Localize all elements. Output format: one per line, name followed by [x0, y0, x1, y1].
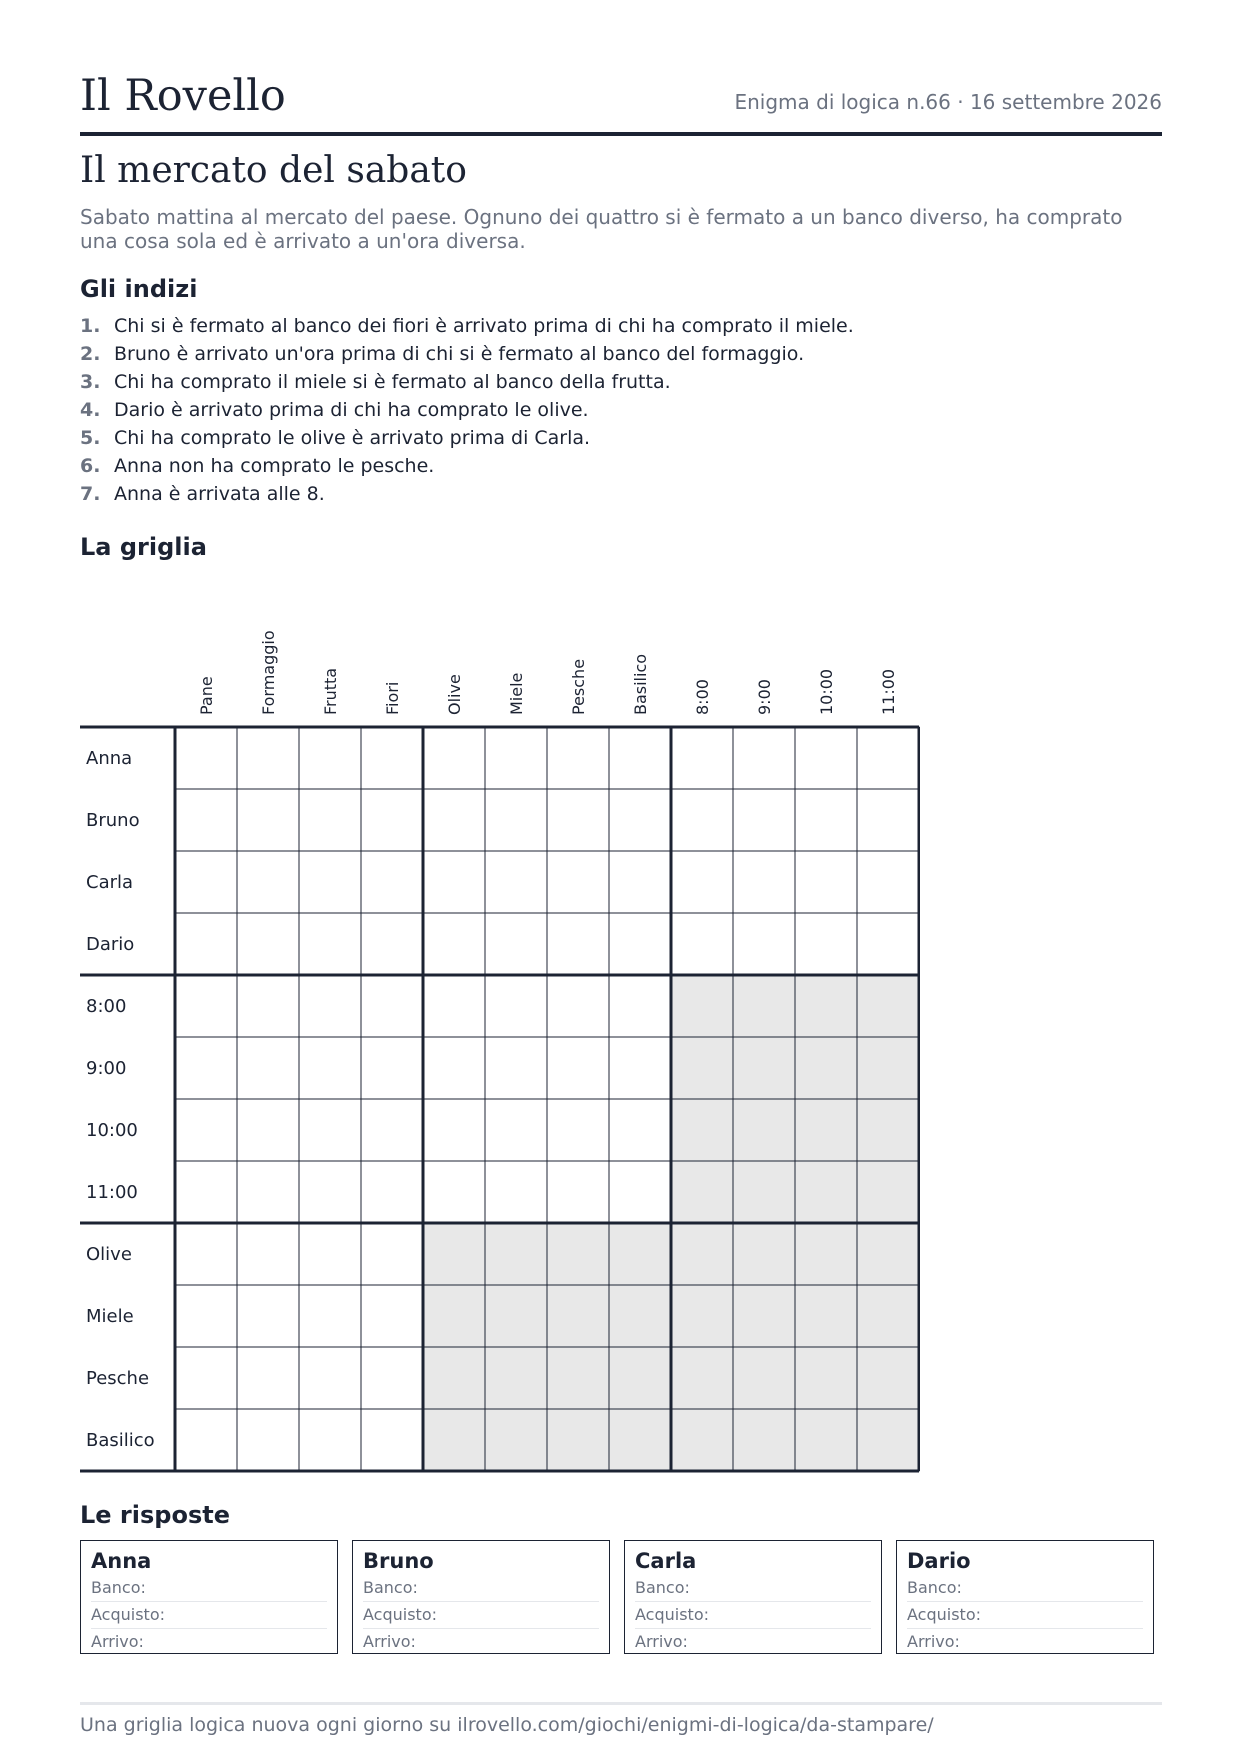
grid-cell-blocked — [671, 1409, 733, 1471]
clue-number: 4. — [80, 399, 101, 421]
grid-cell[interactable] — [175, 1037, 237, 1099]
grid-cell[interactable] — [237, 1285, 299, 1347]
grid-cell[interactable] — [485, 1161, 547, 1223]
grid-cell-blocked — [733, 1161, 795, 1223]
grid-cell[interactable] — [547, 789, 609, 851]
clue-item — [80, 396, 854, 424]
grid-cell[interactable] — [423, 913, 485, 975]
answer-field-arrivo[interactable]: Arrivo: — [91, 1632, 144, 1651]
grid-cell-blocked — [671, 975, 733, 1037]
grid-cell-blocked — [547, 1285, 609, 1347]
grid-cell[interactable] — [299, 1161, 361, 1223]
grid-column-label: 9:00 — [755, 679, 774, 715]
clue-text: Anna non ha comprato le pesche. — [114, 455, 435, 477]
footer-note: Una griglia logica nuova ogni giorno su ilrovello.com/giochi/enigmi-di-logica/da-stampare/ — [80, 1702, 1162, 1737]
clue-item — [80, 452, 854, 480]
grid-column-label: Formaggio — [259, 630, 278, 715]
grid-cell[interactable] — [237, 975, 299, 1037]
grid-row-label: 10:00 — [86, 1120, 138, 1141]
grid-cell-blocked — [671, 1285, 733, 1347]
grid-cell-blocked — [857, 1347, 919, 1409]
grid-cell[interactable] — [299, 1409, 361, 1471]
clues-list — [80, 312, 854, 508]
grid-cell[interactable] — [795, 789, 857, 851]
grid-cell[interactable] — [795, 913, 857, 975]
grid-column-label: Miele — [507, 672, 526, 715]
answer-card-name: Carla — [635, 1549, 697, 1573]
clue-text: Chi ha comprato le olive è arrivato prima di Carla. — [114, 427, 591, 449]
grid-cell-blocked — [547, 1347, 609, 1409]
grid-cell[interactable] — [299, 1099, 361, 1161]
grid-row-label: Olive — [86, 1244, 132, 1265]
grid-cell[interactable] — [609, 727, 671, 789]
grid-cell[interactable] — [547, 1037, 609, 1099]
grid-cell-blocked — [671, 1347, 733, 1409]
grid-row-label: Bruno — [86, 810, 140, 831]
grid-heading: La griglia — [80, 533, 207, 561]
answer-card-carla — [624, 1540, 882, 1654]
grid-cell[interactable] — [857, 851, 919, 913]
grid-cell-blocked — [857, 1099, 919, 1161]
clue-item — [80, 368, 854, 396]
grid-cell-blocked — [857, 975, 919, 1037]
grid-cell[interactable] — [237, 1347, 299, 1409]
answer-field-banco[interactable]: Banco: — [363, 1575, 599, 1602]
grid-cell[interactable] — [423, 975, 485, 1037]
clue-item — [80, 312, 854, 340]
answer-card-name: Dario — [907, 1549, 971, 1573]
grid-cell[interactable] — [361, 1285, 423, 1347]
grid-cell[interactable] — [485, 727, 547, 789]
grid-column-label: Pane — [197, 676, 216, 715]
grid-column-label: Basilico — [631, 653, 650, 715]
grid-cell[interactable] — [485, 975, 547, 1037]
grid-cell[interactable] — [423, 1037, 485, 1099]
clue-text: Bruno è arrivato un'ora prima di chi si è fermato al banco del formaggio. — [114, 343, 805, 365]
grid-cell[interactable] — [547, 913, 609, 975]
grid-row-label: 11:00 — [86, 1182, 138, 1203]
grid-cell[interactable] — [237, 789, 299, 851]
answer-field-banco[interactable]: Banco: — [91, 1575, 327, 1602]
grid-cell[interactable] — [175, 1161, 237, 1223]
grid-cell-blocked — [671, 1223, 733, 1285]
clue-number: 1. — [80, 315, 101, 337]
answer-card-name: Anna — [91, 1549, 152, 1573]
grid-cell-blocked — [733, 1099, 795, 1161]
grid-cell[interactable] — [237, 1223, 299, 1285]
grid-cell[interactable] — [733, 727, 795, 789]
answer-field-arrivo[interactable]: Arrivo: — [907, 1632, 960, 1651]
answer-field-acquisto[interactable]: Acquisto: — [363, 1602, 599, 1629]
answer-field-acquisto[interactable]: Acquisto: — [635, 1602, 871, 1629]
grid-cell[interactable] — [237, 1037, 299, 1099]
grid-cell[interactable] — [423, 1099, 485, 1161]
clue-item — [80, 480, 854, 508]
grid-cell[interactable] — [237, 851, 299, 913]
grid-cell-blocked — [857, 1409, 919, 1471]
puzzle-title: Il mercato del sabato — [80, 150, 467, 191]
grid-cell[interactable] — [299, 1347, 361, 1409]
grid-cell[interactable] — [175, 1347, 237, 1409]
answer-card-name: Bruno — [363, 1549, 434, 1573]
grid-cell-blocked — [671, 1037, 733, 1099]
grid-cell-blocked — [609, 1347, 671, 1409]
grid-cell[interactable] — [671, 789, 733, 851]
grid-cell[interactable] — [795, 727, 857, 789]
grid-cell[interactable] — [361, 1099, 423, 1161]
grid-cell[interactable] — [361, 851, 423, 913]
grid-row-label: Miele — [86, 1306, 134, 1327]
grid-cell[interactable] — [609, 975, 671, 1037]
grid-cell[interactable] — [361, 789, 423, 851]
answer-field-banco[interactable]: Banco: — [635, 1575, 871, 1602]
grid-row-label: Basilico — [86, 1430, 155, 1451]
grid-cell[interactable] — [237, 727, 299, 789]
grid-cell[interactable] — [175, 851, 237, 913]
grid-cell[interactable] — [361, 1409, 423, 1471]
grid-cell[interactable] — [609, 913, 671, 975]
grid-cell[interactable] — [237, 1161, 299, 1223]
grid-row-label: Carla — [86, 872, 134, 893]
grid-cell[interactable] — [609, 1099, 671, 1161]
grid-cell-blocked — [733, 1285, 795, 1347]
clue-number: 3. — [80, 371, 101, 393]
grid-cell[interactable] — [857, 789, 919, 851]
grid-cell-blocked — [733, 1037, 795, 1099]
clue-number: 7. — [80, 483, 101, 505]
clue-number: 6. — [80, 455, 101, 477]
clue-item — [80, 424, 854, 452]
grid-cell[interactable] — [423, 789, 485, 851]
grid-cell[interactable] — [609, 789, 671, 851]
grid-cell[interactable] — [733, 913, 795, 975]
grid-cell[interactable] — [485, 789, 547, 851]
grid-cell-blocked — [485, 1409, 547, 1471]
grid-column-label: Frutta — [321, 667, 340, 715]
grid-cell[interactable] — [485, 913, 547, 975]
grid-cell[interactable] — [299, 727, 361, 789]
grid-cell[interactable] — [175, 1285, 237, 1347]
grid-cell[interactable] — [175, 913, 237, 975]
grid-row-label: 9:00 — [86, 1058, 127, 1079]
grid-cell-blocked — [857, 1223, 919, 1285]
grid-cell-blocked — [795, 1409, 857, 1471]
grid-cell[interactable] — [361, 975, 423, 1037]
clue-text: Dario è arrivato prima di chi ha comprato le olive. — [114, 399, 589, 421]
clue-text: Chi si è fermato al banco dei fiori è arrivato prima di chi ha comprato il miele. — [114, 315, 854, 337]
grid-cell[interactable] — [299, 1223, 361, 1285]
grid-cell-blocked — [671, 1099, 733, 1161]
grid-cell[interactable] — [299, 913, 361, 975]
grid-cell[interactable] — [175, 727, 237, 789]
grid-cell-blocked — [857, 1161, 919, 1223]
grid-cell-blocked — [733, 1409, 795, 1471]
grid-cell-blocked — [609, 1223, 671, 1285]
answer-field-acquisto[interactable]: Acquisto: — [91, 1602, 327, 1629]
grid-cell[interactable] — [237, 1099, 299, 1161]
answers-heading: Le risposte — [80, 1501, 230, 1529]
grid-column-label: 10:00 — [817, 668, 836, 715]
grid-cell-blocked — [795, 1037, 857, 1099]
grid-cell[interactable] — [361, 1347, 423, 1409]
grid-cell-blocked — [795, 1099, 857, 1161]
clues-heading: Gli indizi — [80, 275, 198, 303]
grid-cell-blocked — [795, 1161, 857, 1223]
grid-cell[interactable] — [857, 913, 919, 975]
grid-cell-blocked — [857, 1037, 919, 1099]
clue-item — [80, 340, 854, 368]
grid-cell[interactable] — [795, 851, 857, 913]
answer-field-arrivo[interactable]: Arrivo: — [635, 1632, 688, 1651]
grid-cell-blocked — [547, 1409, 609, 1471]
grid-cell-blocked — [795, 1285, 857, 1347]
grid-cell-blocked — [423, 1409, 485, 1471]
grid-cell[interactable] — [299, 1037, 361, 1099]
grid-cell-blocked — [485, 1285, 547, 1347]
grid-row-label: Anna — [86, 748, 133, 769]
clue-text: Chi ha comprato il miele si è fermato al banco della frutta. — [114, 371, 671, 393]
grid-cell[interactable] — [361, 1223, 423, 1285]
grid-cell-blocked — [795, 1347, 857, 1409]
grid-cell[interactable] — [671, 727, 733, 789]
grid-cell[interactable] — [175, 1223, 237, 1285]
issue-line: Enigma di logica n.66 · 16 settembre 2026 — [734, 90, 1162, 114]
answer-field-banco[interactable]: Banco: — [907, 1575, 1143, 1602]
brand-title: Il Rovello — [80, 71, 286, 121]
grid-cell[interactable] — [423, 727, 485, 789]
grid-cell[interactable] — [671, 851, 733, 913]
puzzle-intro: Sabato mattina al mercato del paese. Ognuno dei quattro si è fermato a un banco diverso, ha comprato una cosa sola ed è arrivato a un'ora diversa. — [80, 205, 1123, 253]
grid-cell[interactable] — [609, 1161, 671, 1223]
grid-cell[interactable] — [175, 789, 237, 851]
grid-cell-blocked — [733, 1347, 795, 1409]
grid-cell[interactable] — [733, 851, 795, 913]
grid-cell[interactable] — [361, 1161, 423, 1223]
grid-cell[interactable] — [547, 975, 609, 1037]
grid-column-label: 11:00 — [879, 668, 898, 715]
grid-cell[interactable] — [299, 789, 361, 851]
grid-cell[interactable] — [423, 1161, 485, 1223]
grid-column-label: Fiori — [383, 681, 402, 715]
grid-cell[interactable] — [361, 727, 423, 789]
grid-cell[interactable] — [547, 1099, 609, 1161]
grid-column-label: Olive — [445, 674, 464, 715]
grid-cell-blocked — [609, 1285, 671, 1347]
grid-row-label: Dario — [86, 934, 135, 955]
grid-cell[interactable] — [609, 851, 671, 913]
grid-cell[interactable] — [175, 1409, 237, 1471]
grid-cell[interactable] — [237, 1409, 299, 1471]
grid-cell-blocked — [671, 1161, 733, 1223]
grid-cell-blocked — [547, 1223, 609, 1285]
grid-column-label: Pesche — [569, 658, 588, 715]
answer-card-dario — [896, 1540, 1154, 1654]
grid-cell[interactable] — [423, 851, 485, 913]
grid-cell-blocked — [423, 1347, 485, 1409]
clue-number: 5. — [80, 427, 101, 449]
grid-column-label: 8:00 — [693, 679, 712, 715]
answer-field-arrivo[interactable]: Arrivo: — [363, 1632, 416, 1651]
logic-grid — [80, 560, 920, 1480]
grid-cell-blocked — [733, 975, 795, 1037]
grid-cell[interactable] — [361, 1037, 423, 1099]
logic-grid-canvas — [80, 560, 920, 1480]
answer-field-acquisto[interactable]: Acquisto: — [907, 1602, 1143, 1629]
grid-cell-blocked — [485, 1347, 547, 1409]
answer-cards — [80, 1540, 1162, 1656]
grid-cell[interactable] — [485, 1099, 547, 1161]
answer-card-bruno — [352, 1540, 610, 1654]
grid-cell[interactable] — [547, 851, 609, 913]
clue-text: Anna è arrivata alle 8. — [114, 483, 325, 505]
grid-cell-blocked — [609, 1409, 671, 1471]
grid-cell[interactable] — [733, 789, 795, 851]
grid-cell[interactable] — [547, 727, 609, 789]
grid-cell-blocked — [857, 1285, 919, 1347]
grid-row-label: Pesche — [86, 1368, 150, 1389]
grid-row-label: 8:00 — [86, 996, 127, 1017]
grid-cell[interactable] — [547, 1161, 609, 1223]
masthead — [80, 70, 1162, 136]
grid-cell[interactable] — [671, 913, 733, 975]
grid-cell[interactable] — [175, 975, 237, 1037]
grid-cell[interactable] — [609, 1037, 671, 1099]
grid-cell[interactable] — [485, 1037, 547, 1099]
grid-cell[interactable] — [299, 975, 361, 1037]
grid-cell[interactable] — [857, 727, 919, 789]
grid-cell-blocked — [733, 1223, 795, 1285]
grid-cell[interactable] — [237, 913, 299, 975]
answer-card-anna — [80, 1540, 338, 1654]
grid-cell-blocked — [795, 975, 857, 1037]
grid-cell-blocked — [795, 1223, 857, 1285]
grid-cell[interactable] — [299, 1285, 361, 1347]
grid-cell[interactable] — [299, 851, 361, 913]
grid-cell-blocked — [485, 1223, 547, 1285]
grid-cell-blocked — [423, 1223, 485, 1285]
grid-cell[interactable] — [485, 851, 547, 913]
clue-number: 2. — [80, 343, 101, 365]
grid-cell[interactable] — [361, 913, 423, 975]
grid-cell[interactable] — [175, 1099, 237, 1161]
grid-cell-blocked — [423, 1285, 485, 1347]
